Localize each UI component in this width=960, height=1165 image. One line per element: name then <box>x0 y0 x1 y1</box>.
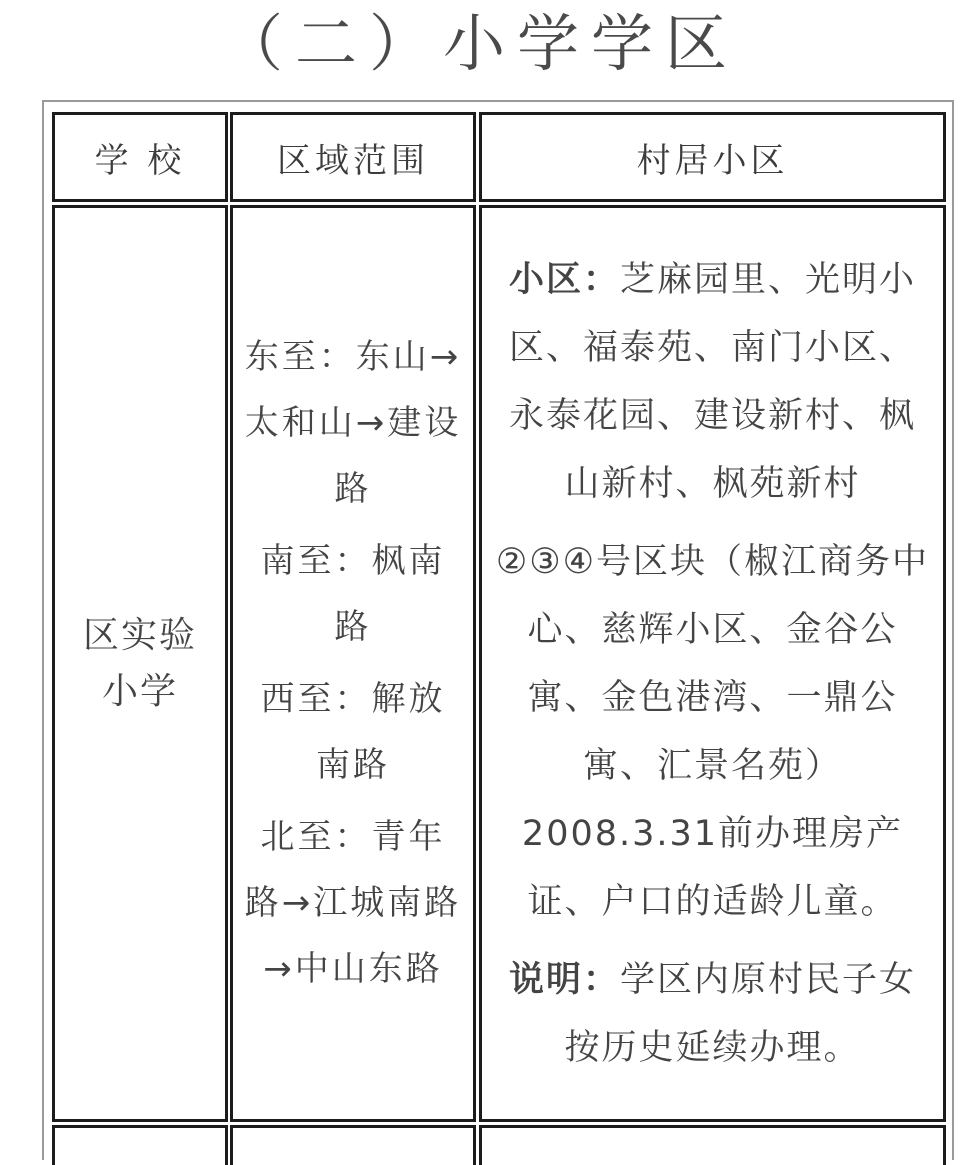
page-title: （二）小学学区 <box>220 7 739 80</box>
residential-note-text: 学区内原村民子女按历史延续办理。 <box>564 959 917 1068</box>
header-residential <box>479 112 946 202</box>
range-east: 东至：东山→太和山→建设路 <box>244 336 462 509</box>
header-range-label: 区域范围 <box>277 140 429 181</box>
residential-blocks <box>495 528 931 936</box>
header-range <box>230 112 476 202</box>
residential-communities <box>495 246 931 518</box>
residential-list <box>495 246 931 1082</box>
cell-next-range <box>230 1125 476 1165</box>
range-south: 南至：枫南路 <box>260 540 446 647</box>
residential-blocks-text: ②③④号区块（椒江商务中心、慈辉小区、金谷公寓、金色港湾、一鼎公寓、汇景名苑）2008.3.31前办理房产证、户口的适龄儿童。 <box>495 541 930 922</box>
cell-range <box>230 205 476 1122</box>
cell-next-school <box>52 1125 228 1165</box>
header-school-label: 学 校 <box>94 140 186 181</box>
residential-note <box>495 946 931 1082</box>
header-school <box>52 112 228 202</box>
residential-communities-lead: 小区： <box>508 259 620 300</box>
residential-communities-text: 芝麻园里、光明小区、福泰苑、南门小区、永泰花园、建设新村、枫山新村、枫苑新村 <box>508 259 917 504</box>
range-north: 北至：青年路→江城南路→中山东路 <box>244 816 462 989</box>
school-name: 区实验小学 <box>82 614 197 712</box>
header-residential-label: 村居小区 <box>636 140 789 181</box>
cell-school <box>52 205 228 1122</box>
range-west: 西至：解放南路 <box>260 678 446 785</box>
range-list <box>243 320 463 1008</box>
residential-note-lead: 说明： <box>508 959 620 1000</box>
cell-residential <box>479 205 946 1122</box>
cell-next-residential <box>479 1125 946 1165</box>
